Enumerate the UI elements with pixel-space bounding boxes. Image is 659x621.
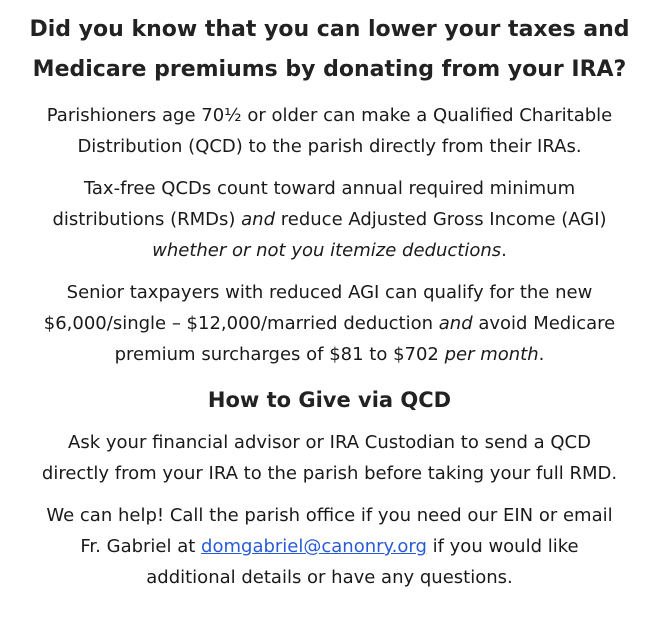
deduction-line-1: Senior taxpayers with reduced AGI can qualify for the new [66,282,593,303]
rmd-line-3-end: . [501,240,507,261]
contact-line-1: We can help! Call the parish office if you need our EIN or email [46,505,613,526]
rmd-paragraph [6,173,653,266]
eligibility-paragraph [6,100,653,162]
deduction-line-2-end: avoid Medicare [472,313,616,334]
deduction-paragraph [6,277,653,370]
deduction-line-2-start: $6,000/single – $12,000/married deduction [43,313,439,334]
email-link[interactable]: domgabriel@canonry.org [201,536,427,557]
rmd-line-2-emphasis: and [241,209,276,230]
rmd-line-1: Tax-free QCDs count toward annual required minimum [83,178,576,199]
contact-line-3: additional details or have any questions. [146,567,513,588]
instructions-line-2: directly from your IRA to the parish before taking your full RMD. [41,463,618,484]
rmd-line-2-end: reduce Adjusted Gross Income (AGI) [275,209,607,230]
contact-paragraph [6,500,653,593]
deduction-line-3-emphasis: per month [444,344,539,365]
rmd-line-2-start: distributions (RMDs) [52,209,242,230]
headline [6,10,653,90]
deduction-line-3-end: . [538,344,545,365]
instructions-paragraph [6,427,653,489]
deduction-line-3-start: premium surcharges of $81 to $702 [114,344,445,365]
deduction-line-2-emphasis: and [438,313,473,334]
headline-line-2: Medicare premiums by donating from your IRA? [32,57,627,82]
contact-line-2-end: if you would like [426,536,579,557]
eligibility-line-2: Distribution (QCD) to the parish directly from their IRAs. [77,136,582,157]
contact-line-2-start: Fr. Gabriel at [80,536,202,557]
how-to-give-heading: How to Give via QCD [207,388,452,412]
eligibility-line-1: Parishioners age 70½ or older can make a Qualified Charitable [46,105,613,126]
instructions-line-1: Ask your financial advisor or IRA Custodian to send a QCD [68,432,591,453]
rmd-line-3-emphasis: whether or not you itemize deductions [152,240,502,261]
headline-line-1: Did you know that you can lower your taxes and [29,17,630,42]
